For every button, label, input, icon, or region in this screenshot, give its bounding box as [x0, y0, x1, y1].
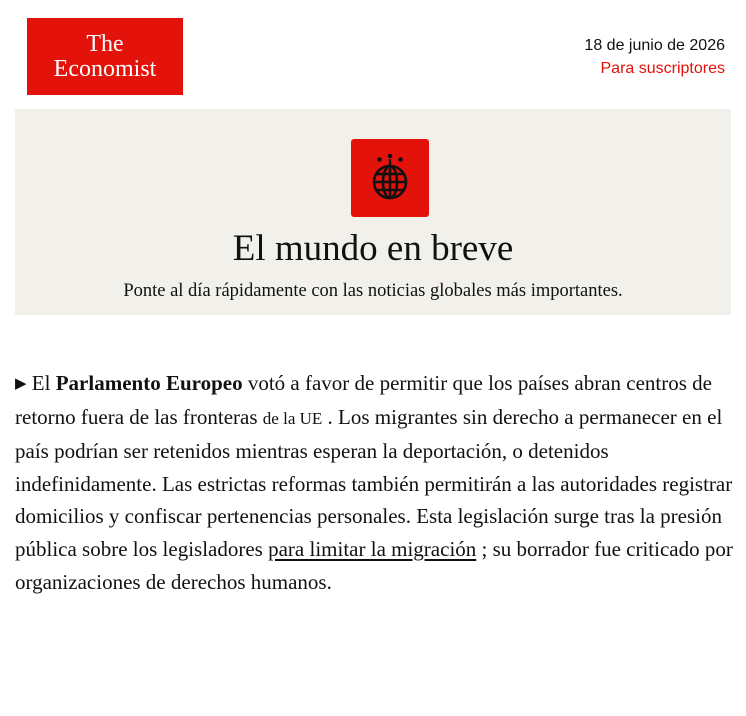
economist-logo[interactable] [27, 18, 183, 95]
bullet-triangle-icon: ▶ [15, 376, 27, 392]
article-text-4: ; su borrador fue criticado por organizaciones de derechos humanos. [15, 536, 733, 594]
issue-date: 18 de junio de 2026 [584, 37, 725, 54]
globe-alarm-icon [351, 139, 429, 217]
hero-title: El mundo en breve [232, 228, 514, 269]
article-text-2: votó a favor de permitir que los países abran centros de retorno fuera de las fronteras [15, 371, 713, 429]
article-text-3: . Los migrantes sin derecho a permanecer en el país podrían ser retenidos mientras esperan la deportación, o detenidos indefinidamente. Las estrictas reformas también permitirán a las autoridades registrar domicilios y confiscar pertenencias personales. Esta legislación surge tras la presión pública sobre los legisladores [15, 404, 733, 561]
header-meta [584, 34, 725, 80]
article-text-1: El [26, 371, 56, 395]
logo-line-1: The [86, 30, 124, 57]
article-bold-entity: Parlamento Europeo [55, 371, 243, 395]
hero-banner [15, 109, 731, 315]
logo-line-2: Economist [53, 55, 157, 82]
hero-subtitle: Ponte al día rápidamente con las noticias globales más importantes. [123, 281, 623, 301]
article-small-text: de la UE [262, 408, 323, 428]
article-link[interactable]: para limitar la migración [268, 536, 477, 561]
news-item [15, 367, 740, 598]
subscribers-label: Para suscriptores [600, 60, 725, 77]
